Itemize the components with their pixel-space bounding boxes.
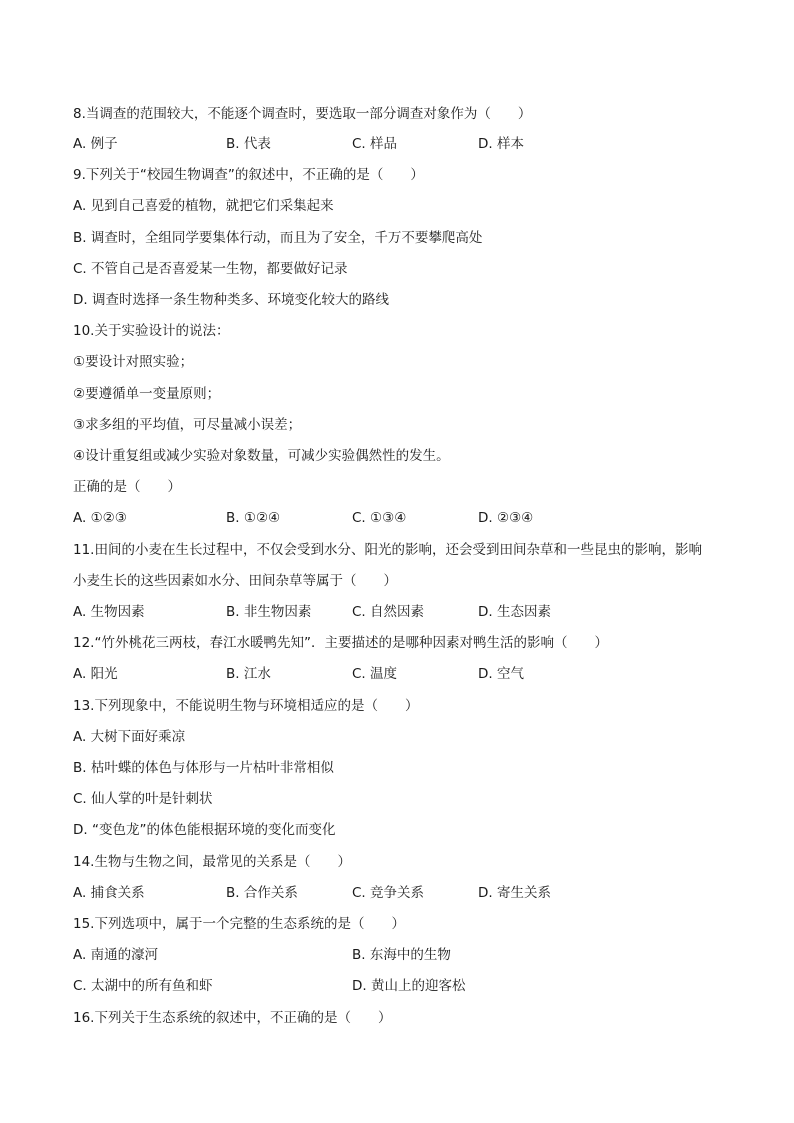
question-11-stem-line-2: 小麦生长的这些因素如水分、田间杂草等属于（ ）	[73, 573, 397, 589]
question-9-option-d: D. 调查时选择一条生物种类多、环境变化较大的路线	[73, 292, 389, 308]
question-10-option-d: D. ②③④	[478, 510, 534, 526]
question-14-option-d: D. 寄生关系	[478, 885, 551, 901]
question-12-option-c: C. 温度	[352, 666, 398, 682]
question-13-option-c: C. 仙人掌的叶是针刺状	[73, 791, 213, 807]
question-9-stem: 9.下列关于“校园生物调查”的叙述中，不正确的是（ ）	[73, 167, 424, 183]
question-13-option-a: A. 大树下面好乘凉	[73, 729, 186, 745]
question-11-option-c: C. 自然因素	[352, 604, 425, 620]
question-15-option-c: C. 太湖中的所有鱼和虾	[73, 978, 213, 994]
question-13-option-d: D. “变色龙”的体色能根据环境的变化而变化	[73, 822, 336, 838]
question-10-option-c: C. ①③④	[352, 510, 407, 526]
question-8-option-d: D. 样本	[478, 136, 524, 152]
question-9-option-a: A. 见到自己喜爱的植物，就把它们采集起来	[73, 198, 334, 214]
question-14-option-b: B. 合作关系	[226, 885, 298, 901]
question-12-option-b: B. 江水	[226, 666, 271, 682]
question-12-option-d: D. 空气	[478, 666, 524, 682]
question-10-stem: 10.关于实验设计的说法：	[73, 323, 230, 339]
question-8-option-c: C. 样品	[352, 136, 398, 152]
question-11-stem-line-1: 11.田间的小麦在生长过程中，不仅会受到水分、阳光的影响，还会受到田间杂草和一些昆虫的影响，影响	[73, 542, 702, 558]
question-8-stem: 8.当调查的范围较大，不能逐个调查时，要选取一部分调查对象作为（ ）	[73, 106, 532, 122]
question-10-item-3: ③求多组的平均值，可尽量减小误差；	[73, 417, 302, 433]
question-9-option-c: C. 不管自己是否喜爱某一生物，都要做好记录	[73, 261, 348, 277]
question-10-option-a: A. ①②③	[73, 510, 127, 526]
question-13-option-b: B. 枯叶蝶的体色与体形与一片枯叶非常相似	[73, 760, 334, 776]
question-14-option-a: A. 捕食关系	[73, 885, 145, 901]
question-11-option-a: A. 生物因素	[73, 604, 145, 620]
question-15-stem: 15.下列选项中，属于一个完整的生态系统的是（ ）	[73, 916, 405, 932]
question-10-item-1: ①要设计对照实验；	[73, 354, 194, 370]
question-16-stem: 16.下列关于生态系统的叙述中，不正确的是（ ）	[73, 1010, 392, 1026]
question-12-option-a: A. 阳光	[73, 666, 118, 682]
question-8-option-b: B. 代表	[226, 136, 271, 152]
question-9-option-b: B. 调查时，全组同学要集体行动，而且为了安全，千万不要攀爬高处	[73, 230, 483, 246]
question-10-option-b: B. ①②④	[226, 510, 281, 526]
question-10-question: 正确的是（ ）	[73, 479, 181, 495]
question-13-stem: 13.下列现象中，不能说明生物与环境相适应的是（ ）	[73, 698, 419, 714]
question-12-stem: 12.“竹外桃花三两枝，春江水暖鸭先知”．主要描述的是哪种因素对鸭生活的影响（ ）	[73, 635, 608, 651]
question-10-item-4: ④设计重复组或减少实验对象数量，可减少实验偶然性的发生。	[73, 448, 450, 464]
question-11-option-d: D. 生态因素	[478, 604, 551, 620]
question-14-stem: 14.生物与生物之间，最常见的关系是（ ）	[73, 854, 351, 870]
question-14-option-c: C. 竞争关系	[352, 885, 425, 901]
question-11-option-b: B. 非生物因素	[226, 604, 312, 620]
question-15-option-d: D. 黄山上的迎客松	[352, 978, 466, 994]
question-15-option-a: A. 南通的濠河	[73, 947, 159, 963]
question-8-option-a: A. 例子	[73, 136, 118, 152]
question-15-option-b: B. 东海中的生物	[352, 947, 451, 963]
question-10-item-2: ②要遵循单一变量原则；	[73, 386, 221, 402]
